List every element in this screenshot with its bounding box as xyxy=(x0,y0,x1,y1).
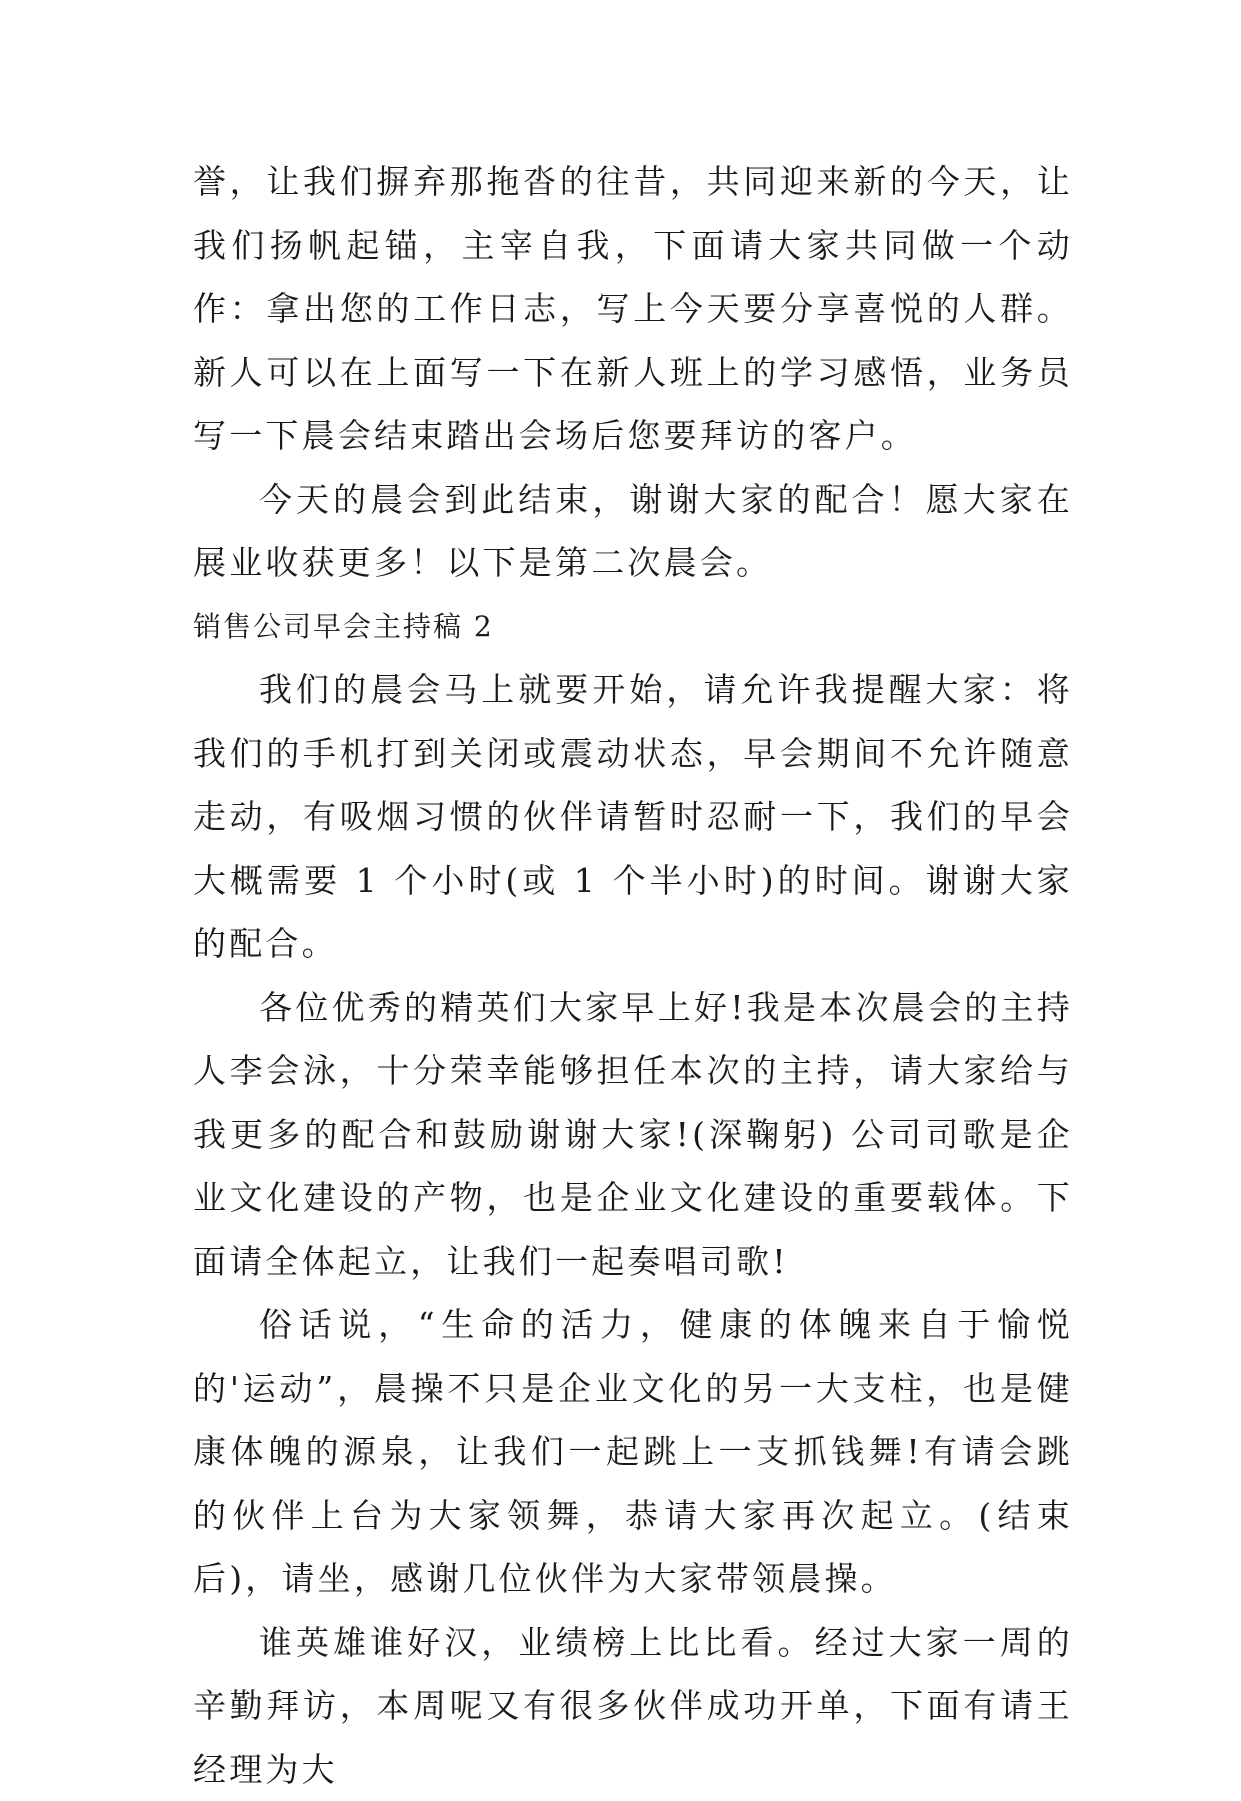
paragraph-morning-exercise: 俗话说，“生命的活力，健康的体魄来自于愉悦的'运动”，晨操不只是企业文化的另一大支柱，也是健康体魄的源泉，让我们一起跳上一支抓钱舞!有请会跳的伙伴上台为大家领舞，恭请大家再次起立。(结束后)，请坐，感谢几位伙伴为大家带领晨操。 xyxy=(193,1293,1073,1611)
paragraph-continuation: 誉，让我们摒弃那拖沓的往昔，共同迎来新的今天，让我们扬帆起锚，主宰自我，下面请大家共同做一个动作：拿出您的工作日志，写上今天要分享喜悦的人群。新人可以在上面写一下在新人班上的学习感悟，业务员写一下晨会结束踏出会场后您要拜访的客户。 xyxy=(193,150,1073,468)
document-page xyxy=(193,150,1073,1801)
paragraph-performance: 谁英雄谁好汉，业绩榜上比比看。经过大家一周的辛勤拜访，本周呢又有很多伙伴成功开单，下面有请王经理为大 xyxy=(193,1611,1073,1801)
paragraph-opening-notice: 我们的晨会马上就要开始，请允许我提醒大家：将我们的手机打到关闭或震动状态，早会期间不允许随意走动，有吸烟习惯的伙伴请暂时忍耐一下，我们的早会大概需要 1 个小时(或 1 个半小时)的时间。谢谢大家的配合。 xyxy=(193,658,1073,976)
paragraph-greeting: 各位优秀的精英们大家早上好!我是本次晨会的主持人李会泳，十分荣幸能够担任本次的主持，请大家给与我更多的配合和鼓励谢谢大家!(深鞠躬) 公司司歌是企业文化建设的产物，也是企业文化建设的重要载体。下面请全体起立，让我们一起奏唱司歌! xyxy=(193,976,1073,1294)
section-heading: 销售公司早会主持稿 2 xyxy=(193,595,1073,659)
paragraph-closing: 今天的晨会到此结束，谢谢大家的配合！愿大家在展业收获更多！以下是第二次晨会。 xyxy=(193,468,1073,595)
